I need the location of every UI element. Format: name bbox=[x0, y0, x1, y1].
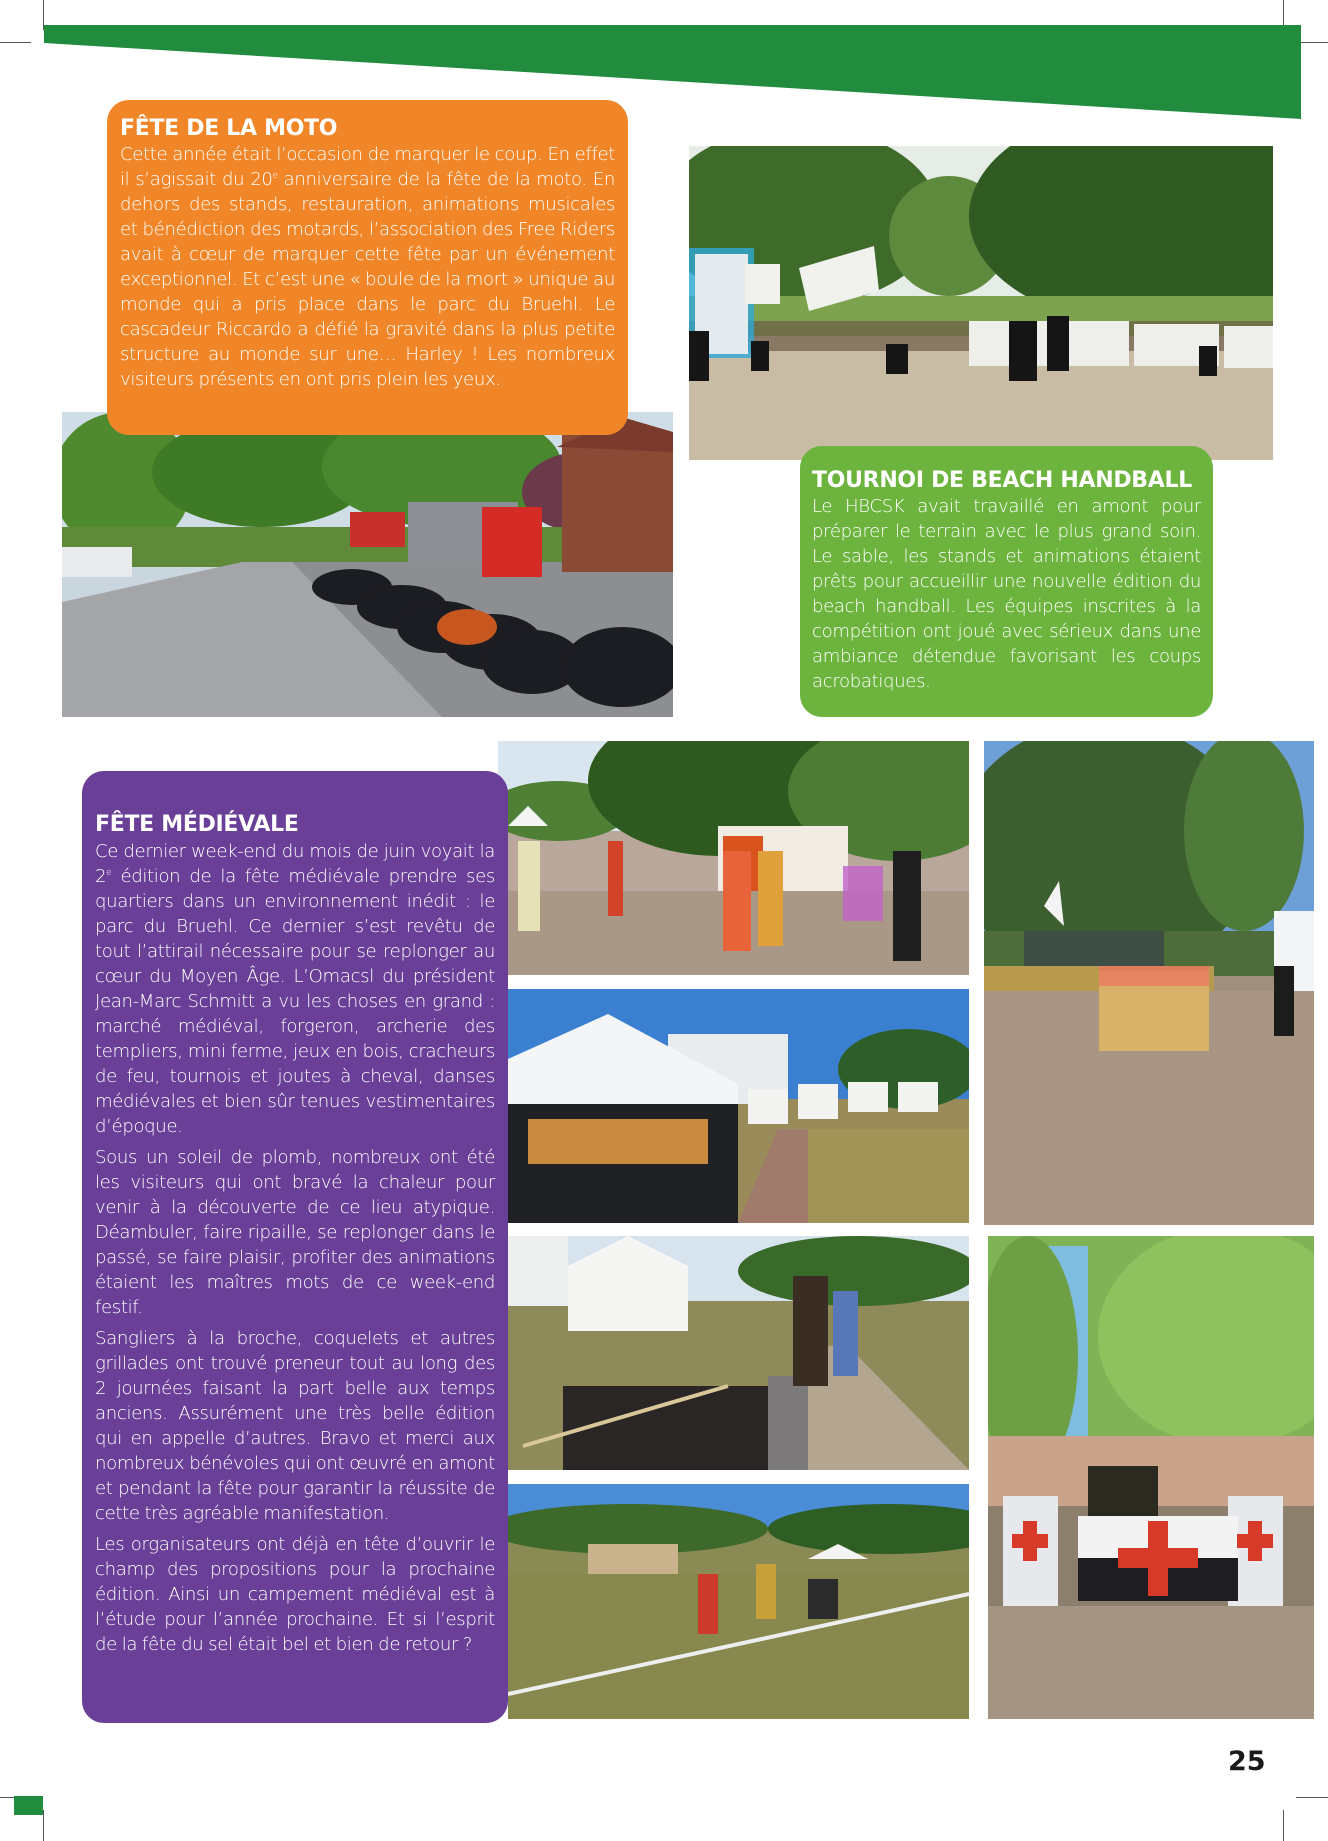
medieval-camp-photo bbox=[508, 1484, 969, 1719]
moto-body-text: Cette année était l’occasion de marquer le coup. En effet il s’agissait du 20 bbox=[120, 144, 615, 190]
handball-article-title: TOURNOI DE BEACH HANDBALL bbox=[812, 468, 1192, 493]
corner-color-tab bbox=[14, 1796, 43, 1815]
medieval-paragraph-3: Sangliers à la broche, coquelets et autres grillades ont trouvé preneur tout au long des 2 journées faisant la part belle aux temps anciens. Assurément une très belle édition qui en appelle d’autres. Bravo et merci aux nombreux bénévoles qui ont œuvré en amont et pendant la fête pour garantir la réussite de cette très agréable manifestation. bbox=[95, 1328, 495, 1524]
moto-parking-photo bbox=[62, 412, 673, 717]
medieval-paragraph-2: Sous un soleil de plomb, nombreux ont été les visiteurs qui ont bravé la chaleur pour venir à la découverte de ce lieu atypique. Déambuler, faire ripaille, se replonger dans le passé, se faire plaisir, profiter des animations étaient les maîtres mots de ce week-end festif. bbox=[95, 1147, 495, 1318]
crop-mark bbox=[0, 42, 31, 43]
medieval-paragraph-1 bbox=[95, 839, 495, 1139]
crop-mark bbox=[1283, 1810, 1284, 1841]
medieval-article-title: FÊTE MÉDIÉVALE bbox=[95, 812, 299, 837]
templar-knights-photo bbox=[988, 1236, 1314, 1719]
medieval-archery-photo bbox=[984, 741, 1314, 1225]
medieval-market-photo bbox=[508, 989, 969, 1223]
beach-handball-photo bbox=[689, 146, 1273, 460]
medieval-paragraph-4: Les organisateurs ont déjà en tête d’ouvrir le champ des propositions pour la prochaine édition. Ainsi un campement médiéval est à l’étude pour l’année prochaine. Et si l’esprit de la fête du sel était bel et bien de retour ? bbox=[95, 1534, 495, 1655]
moto-article-body bbox=[120, 142, 615, 392]
medieval-body-text: Ce dernier week-end du mois de juin voyait la 2 bbox=[95, 841, 495, 887]
moto-article-title: FÊTE DE LA MOTO bbox=[120, 116, 338, 141]
crop-mark bbox=[1298, 42, 1328, 43]
medieval-body-text: édition de la fête médiévale prendre ses quartiers dans un environnement inédit : le parc du Bruehl. Ce dernier s’est revêtu de tout l’attirail nécessaire pour se replonger au cœur du Moyen Âge. L’Omacsl du président Jean-Marc Schmitt a vu les choses en grand : marché médiéval, forgeron, archerie des templiers, mini ferme, jeux en bois, cracheurs de feu, tournois et joutes à cheval, danses médiévales et bien sûr tenues vestimentaires d’époque. bbox=[95, 866, 495, 1137]
page-number: 25 bbox=[1228, 1746, 1266, 1777]
handball-article-box bbox=[800, 446, 1213, 717]
superscript: e bbox=[106, 868, 112, 878]
medieval-article-box bbox=[82, 771, 508, 1723]
superscript: e bbox=[272, 171, 278, 181]
handball-article-body: Le HBCSK avait travaillé en amont pour préparer le terrain avec le plus grand soin. Le sable, les stands et animations étaient prêts pour accueillir une nouvelle édition du beach handball. Les équipes inscrites à la compétition ont joué avec sérieux dans une ambiance détendue favorisant les coups acrobatiques. bbox=[812, 496, 1201, 692]
moto-body-text: anniversaire de la fête de la moto. En dehors des stands, restauration, animations musicales et bénédiction des motards, l’association des Free Riders avait à cœur de marquer cette fête par un événement exceptionnel. Et c’est une « boule de la mort » unique au monde qui a pris place dans le parc du Bruehl. Le cascadeur Riccardo a défié la gravité dans la plus petite structure au monde sur une… Harley ! Les nombreux visiteurs présents en ont pris plein les yeux. bbox=[120, 169, 615, 390]
crop-mark bbox=[43, 1810, 44, 1841]
moto-article-box bbox=[107, 100, 628, 435]
crop-mark bbox=[1296, 1797, 1328, 1798]
medieval-blacksmith-photo bbox=[508, 1236, 969, 1470]
medieval-crowd-photo bbox=[498, 741, 969, 975]
